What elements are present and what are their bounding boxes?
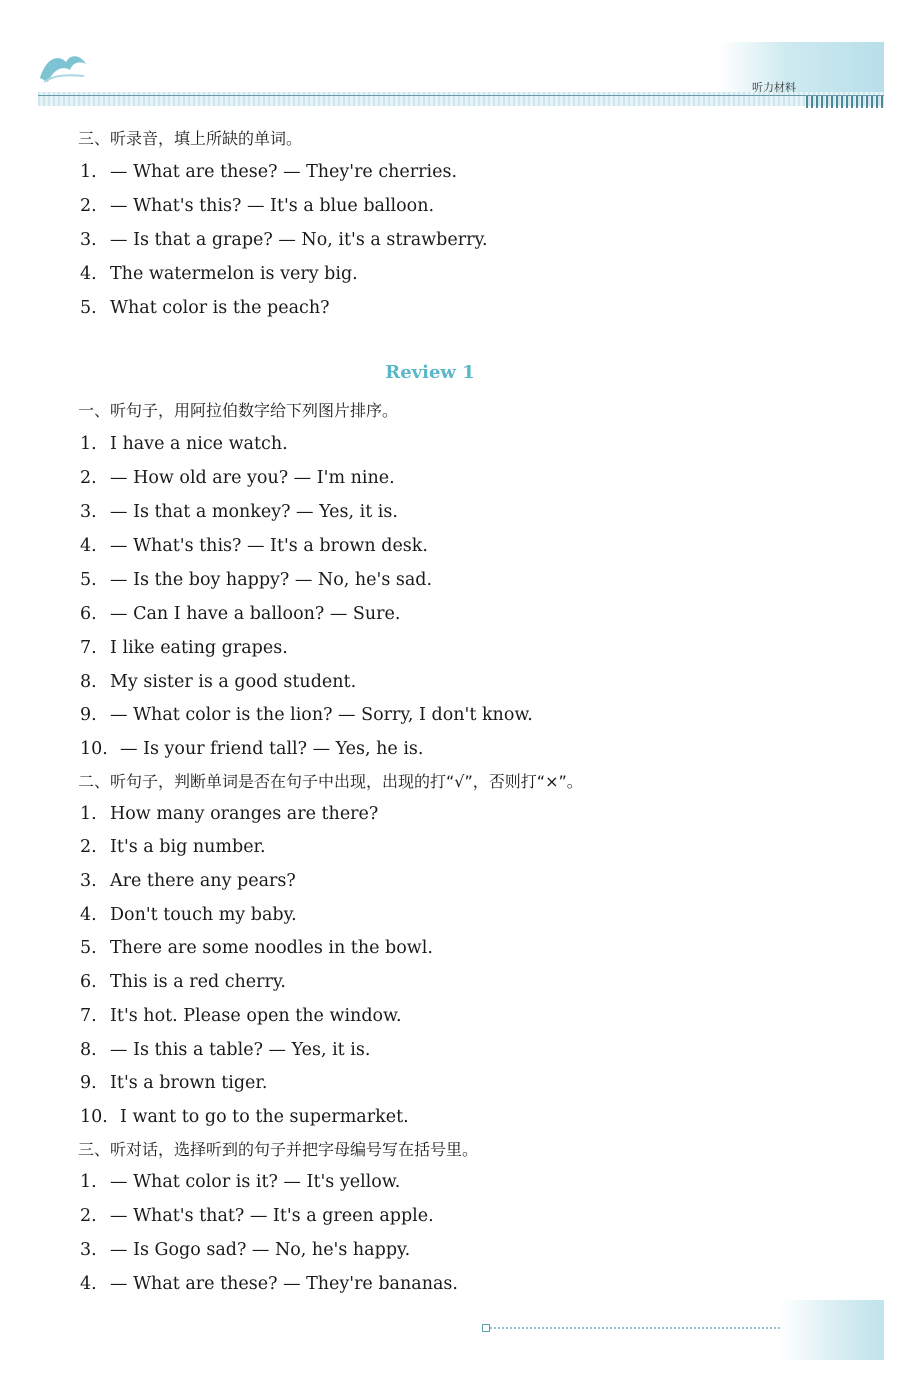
list-item: 8. — Is this a table? — Yes, it is. <box>80 1040 371 1060</box>
footer-decor-block <box>780 1300 884 1360</box>
list-item: 8. My sister is a good student. <box>80 672 357 692</box>
list-item: 5. What color is the peach? <box>80 298 330 318</box>
list-item: 4. Don't touch my baby. <box>80 905 297 925</box>
header-decor-block <box>720 42 884 92</box>
list-item: 3. — Is that a grape? — No, it's a strawberry. <box>80 230 488 250</box>
list-item: 2. — How old are you? — I'm nine. <box>80 468 395 488</box>
list-item: 9. It's a brown tiger. <box>80 1073 268 1093</box>
section1-heading: 一、听句子，用阿拉伯数字给下列图片排序。 <box>78 401 399 420</box>
list-item: 7. It's hot. Please open the window. <box>80 1006 402 1026</box>
list-item: 3. Are there any pears? <box>80 871 296 891</box>
list-item: 2. It's a big number. <box>80 837 266 857</box>
section3-heading: 三、听对话，选择听到的句子并把字母编号写在括号里。 <box>78 1140 479 1159</box>
section-label: 听力材料 <box>752 81 796 94</box>
list-item: 10. — Is your friend tall? — Yes, he is. <box>80 739 424 759</box>
list-item: 6. This is a red cherry. <box>80 972 286 992</box>
list-item: 4. The watermelon is very big. <box>80 264 358 284</box>
list-item: 3. — Is that a monkey? — Yes, it is. <box>80 502 398 522</box>
part3-heading: 三、听录音，填上所缺的单词。 <box>78 129 303 148</box>
header-bars <box>806 96 884 108</box>
header-rule <box>38 95 884 96</box>
section2-heading: 二、听句子，判断单词是否在句子中出现，出现的打“√”，否则打“×”。 <box>78 772 583 791</box>
review-title: Review 1 <box>385 362 475 383</box>
list-item: 3. — Is Gogo sad? — No, he's happy. <box>80 1240 411 1260</box>
list-item: 1. — What color is it? — It's yellow. <box>80 1172 401 1192</box>
list-item: 4. — What's this? — It's a brown desk. <box>80 536 428 556</box>
list-item: 2. — What's this? — It's a blue balloon. <box>80 196 435 216</box>
list-item: 2. — What's that? — It's a green apple. <box>80 1206 434 1226</box>
wave-logo-icon <box>36 48 92 88</box>
footer-square-icon <box>482 1324 490 1332</box>
list-item: 5. — Is the boy happy? — No, he's sad. <box>80 570 433 590</box>
list-item: 7. I like eating grapes. <box>80 638 288 658</box>
list-item: 1. — What are these? — They're cherries. <box>80 162 458 182</box>
list-item: 1. How many oranges are there? <box>80 804 379 824</box>
list-item: 4. — What are these? — They're bananas. <box>80 1274 458 1294</box>
list-item: 6. — Can I have a balloon? — Sure. <box>80 604 401 624</box>
list-item: 1. I have a nice watch. <box>80 434 288 454</box>
list-item: 10. I want to go to the supermarket. <box>80 1107 409 1127</box>
footer-dotted-rule <box>490 1327 780 1329</box>
page-header <box>0 0 900 115</box>
list-item: 5. There are some noodles in the bowl. <box>80 938 433 958</box>
list-item: 9. — What color is the lion? — Sorry, I don't know. <box>80 705 533 725</box>
